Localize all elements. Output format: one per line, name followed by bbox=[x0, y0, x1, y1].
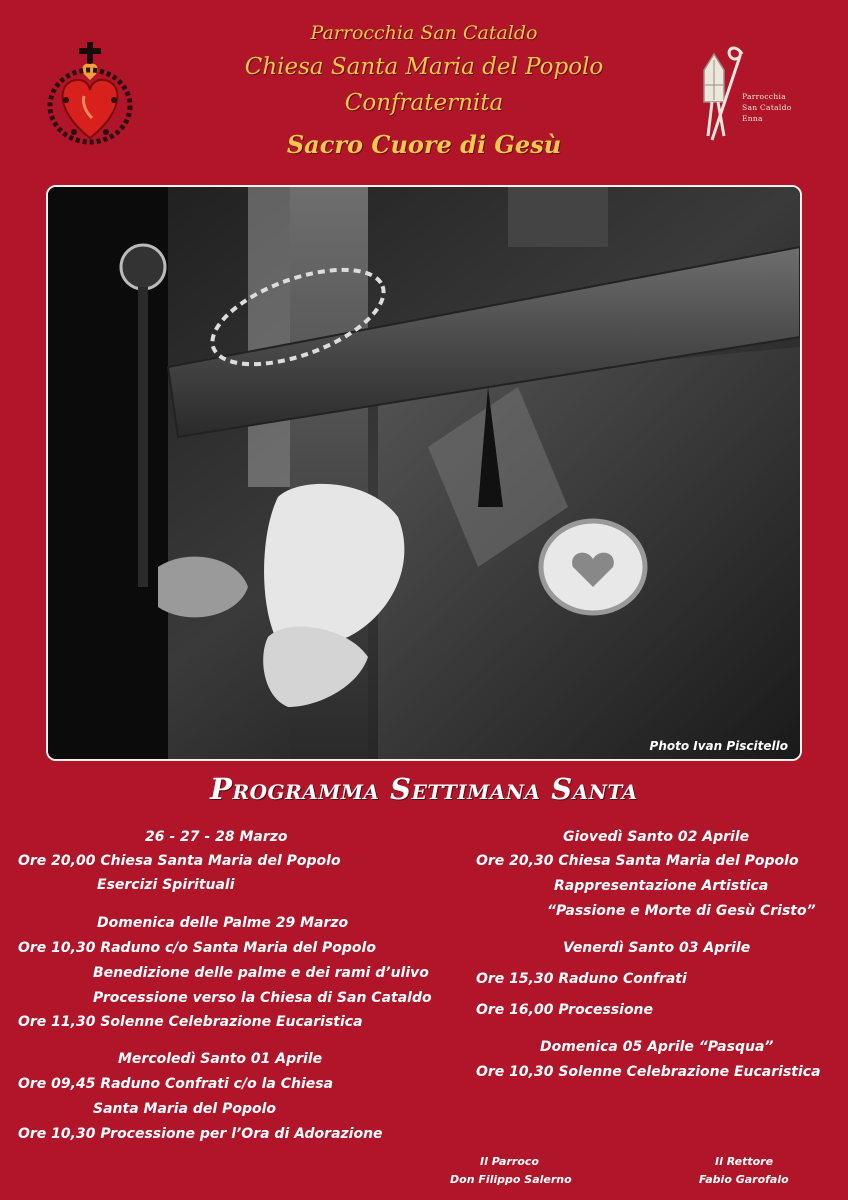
schedule-left-line: Ore 20,00 Chiesa Santa Maria del Popolo bbox=[18, 853, 341, 869]
header-confraternity: Confraternita bbox=[344, 90, 504, 116]
schedule-right-line: Ore 10,30 Solenne Celebrazione Eucaristica bbox=[476, 1064, 821, 1080]
schedule-left-line: Ore 10,30 Raduno c/o Santa Maria del Popolo bbox=[18, 940, 376, 956]
schedule-left-date-1: 26 - 27 - 28 Marzo bbox=[145, 829, 288, 845]
header-parish: Parrocchia San Cataldo bbox=[310, 22, 538, 44]
schedule-left-line: Ore 09,45 Raduno Confrati c/o la Chiesa bbox=[18, 1076, 334, 1092]
schedule-left-date-2: Domenica delle Palme 29 Marzo bbox=[97, 915, 349, 931]
header-church: Chiesa Santa Maria del Popolo bbox=[244, 54, 604, 80]
photo-image bbox=[48, 187, 800, 759]
parroco-name: Don Filippo Salerno bbox=[450, 1173, 572, 1186]
schedule-right-line: “Passione e Morte di Gesù Cristo” bbox=[547, 903, 816, 919]
schedule-right-date-3: Domenica 05 Aprile “Pasqua” bbox=[540, 1039, 774, 1055]
schedule-left-line: Ore 11,30 Solenne Celebrazione Eucaristica bbox=[18, 1014, 363, 1030]
schedule-right-date-1: Giovedì Santo 02 Aprile bbox=[563, 829, 750, 845]
schedule-right-line: Ore 16,00 Processione bbox=[476, 1002, 654, 1018]
procession-photo bbox=[46, 185, 802, 761]
schedule-left-date-3: Mercoledì Santo 01 Aprile bbox=[118, 1051, 323, 1067]
sacred-heart-icon bbox=[44, 40, 136, 152]
schedule-left-line: Ore 10,30 Processione per l’Ora di Adorazione bbox=[18, 1126, 383, 1142]
schedule-left-line: Processione verso la Chiesa di San Cataldo bbox=[93, 990, 432, 1006]
schedule-right-date-2: Venerdì Santo 03 Aprile bbox=[563, 940, 751, 956]
parish-logo-line2: San Cataldo bbox=[742, 103, 792, 112]
parish-logo-line3: Enna bbox=[742, 114, 763, 123]
schedule-left-line: Santa Maria del Popolo bbox=[93, 1101, 277, 1117]
header-sacred-heart: Sacro Cuore di Gesù bbox=[286, 130, 562, 159]
schedule-left-line: Esercizi Spirituali bbox=[97, 877, 235, 893]
schedule-right-line: Ore 20,30 Chiesa Santa Maria del Popolo bbox=[476, 853, 799, 869]
parroco-title: Il Parroco bbox=[480, 1155, 539, 1168]
parish-logo-line1: Parrocchia bbox=[742, 92, 786, 101]
schedule-left-line: Benedizione delle palme e dei rami d’ulivo bbox=[93, 965, 429, 981]
photo-credit: Photo Ivan Piscitello bbox=[649, 739, 788, 753]
rettore-title: Il Rettore bbox=[715, 1155, 774, 1168]
rettore-name: Fabio Garofalo bbox=[699, 1173, 789, 1186]
schedule-right-line: Rappresentazione Artistica bbox=[554, 878, 769, 894]
schedule-right-line: Ore 15,30 Raduno Confrati bbox=[476, 971, 687, 987]
program-title: Programma Settimana Santa bbox=[210, 772, 638, 806]
